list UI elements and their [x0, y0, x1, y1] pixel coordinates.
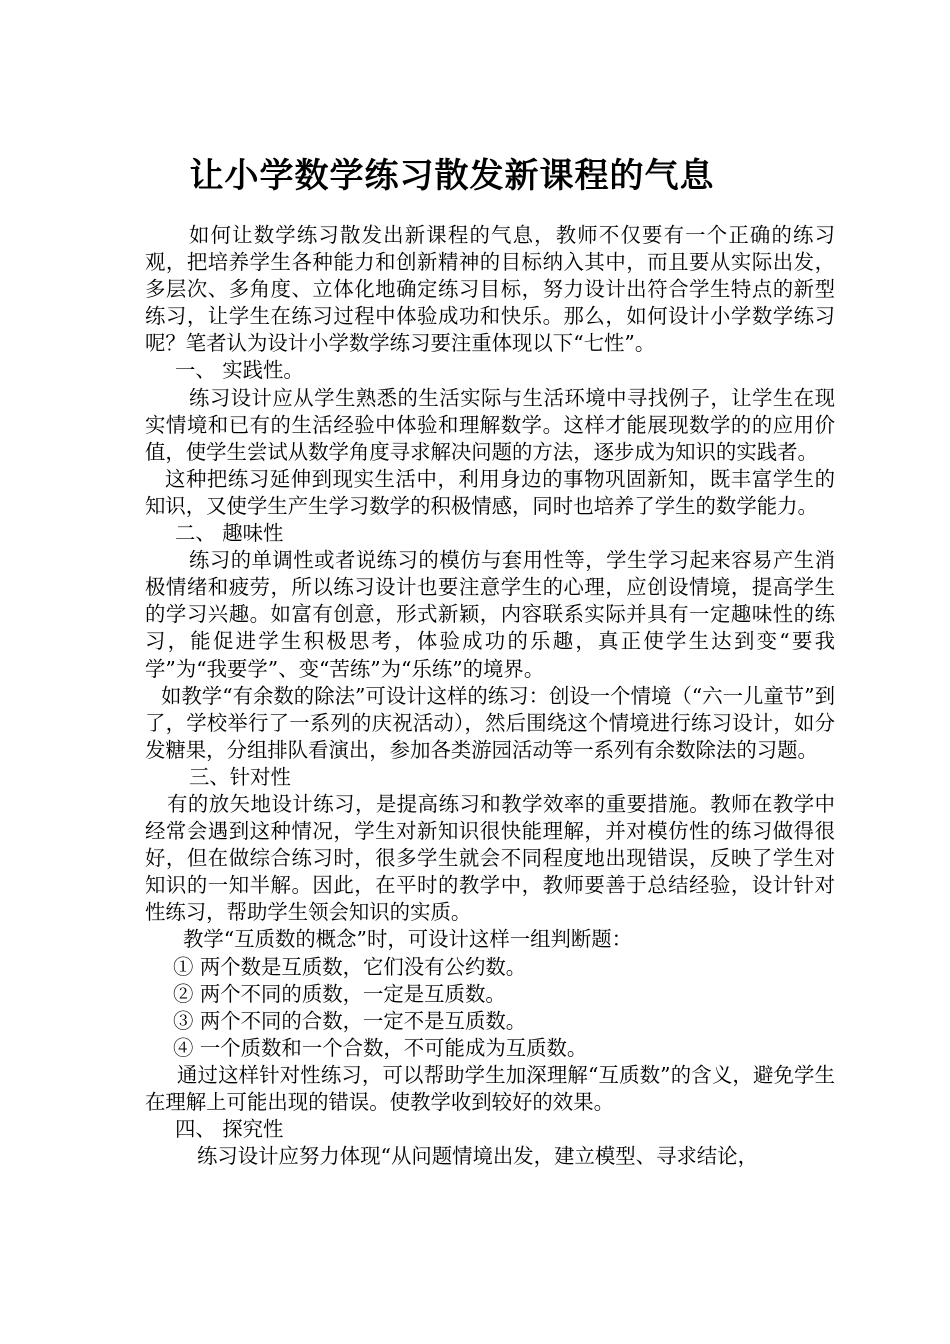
list-item: ③ 两个不同的合数，一定不是互质数。 [173, 1008, 527, 1033]
list-item: ② 两个不同的质数，一定是互质数。 [173, 981, 506, 1006]
section-heading-practicality: 一、 实践性。 [175, 358, 304, 383]
list-item: ④ 一个质数和一个合数，不可能成为互质数。 [173, 1035, 588, 1060]
paragraph-pertinence-2: 教学“互质数的概念”时，可设计这样一组判断题： [183, 927, 633, 952]
section-heading-interest: 二、 趣味性 [175, 521, 284, 546]
document-body [145, 222, 835, 1170]
paragraph-interest-2: 如教学“有余数的除法”可设计这样的练习：创设一个情境（“六一儿童节”到了，学校举行了一系列的庆祝活动），然后围绕这个情境进行练习设计，如分发糖果，分组排队看演出，参加各类游园活动等一系列有余数除法的习题。 [145, 683, 835, 762]
paragraph-pertinence-3: 通过这样针对性练习，可以帮助学生加深理解“互质数”的含义，避免学生在理解上可能出现的错误。使教学收到较好的效果。 [145, 1062, 835, 1114]
paragraph-exploration-1: 练习设计应努力体现“从问题情境出发，建立模型、寻求结论， [197, 1144, 758, 1169]
paragraph-pertinence-1: 有的放矢地设计练习，是提高练习和教学效率的重要措施。教师在教学中经常会遇到这种情况，学生对新知识很快能理解，并对模仿性的练习做得很好，但在做综合练习时，很多学生就会不同程度地出现错误，反映了学生对知识的一知半解。因此，在平时的教学中，教师要善于总结经验，设计针对性练习，帮助学生领会知识的实质。 [145, 791, 835, 925]
paragraph-practicality-2: 这种把练习延伸到现实生活中，利用身边的事物巩固新知，既丰富学生的知识，又使学生产生学习数学的积极情感，同时也培养了学生的数学能力。 [145, 466, 835, 518]
paragraph-interest-1: 练习的单调性或者说练习的模仿与套用性等，学生学习起来容易产生消极情绪和疲劳，所以练习设计也要注意学生的心理，应创设情境，提高学生的学习兴趣。如富有创意，形式新颖，内容联系实际并具有一定趣味性的练习，能促进学生积极思考，体验成功的乐趣，真正使学生达到变“要我学”为“我要学”、变“苦练”为“乐练”的境界。 [145, 548, 835, 681]
paragraph-intro: 如何让数学练习散发出新课程的气息，教师不仅要有一个正确的练习观，把培养学生各种能力和创新精神的目标纳入其中，而且要从实际出发，多层次、多角度、立体化地确定练习目标，努力设计出符合学生特点的新型练习，让学生在练习过程中体验成功和快乐。那么，如何设计小学数学练习呢？笔者认为设计小学数学练习要注重体现以下“七性”。 [145, 223, 835, 356]
section-heading-pertinence: 三、针对性 [189, 764, 291, 789]
list-item: ① 两个数是互质数，它们没有公约数。 [173, 954, 527, 979]
section-heading-exploration: 四、 探究性 [175, 1117, 284, 1142]
paragraph-practicality-1: 练习设计应从学生熟悉的生活实际与生活环境中寻找例子，让学生在现实情境和已有的生活经验中体验和理解数学。这样才能展现数学的的应用价值，使学生尝试从数学角度寻求解决问题的方法，逐步成为知识的实践者。 [145, 385, 835, 464]
document-title: 让小学数学练习散发新课程的气息 [189, 156, 715, 196]
